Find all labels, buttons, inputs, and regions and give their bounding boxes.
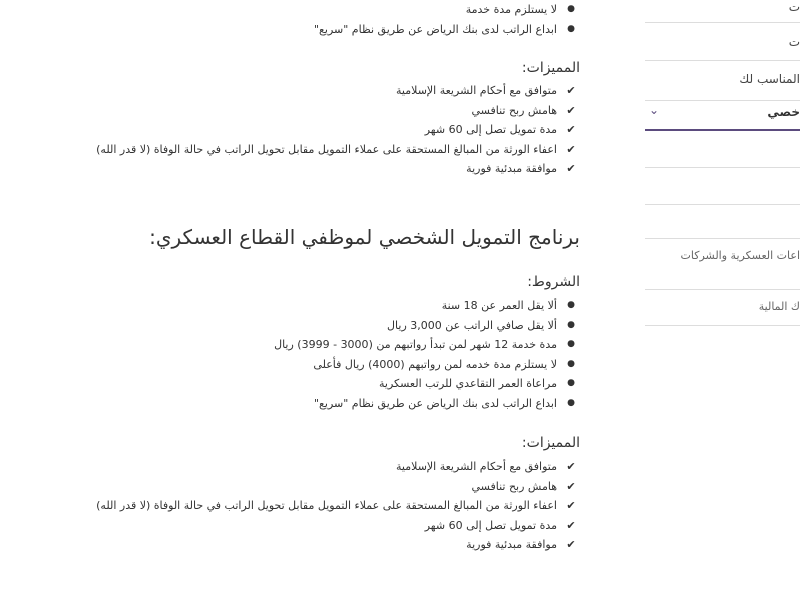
bullet-icon: ● xyxy=(567,378,575,389)
check-icon: ✔ xyxy=(566,460,576,473)
check-icon: ✔ xyxy=(566,479,576,493)
list-item: ✔ اعفاء الورثة من المبالغ المستحقة على عملاء التمويل مقابل تحويل الراتب في حالة الوفاة (لا قدر الله) xyxy=(96,496,580,516)
conditions-list-2 xyxy=(274,296,580,414)
list-item: ✔ مدة تمويل تصل إلى 60 شهر xyxy=(96,516,580,536)
sidebar-nav xyxy=(645,0,800,600)
features-list-1 xyxy=(96,81,580,179)
sidebar-item-suitable[interactable]: المناسب لك xyxy=(645,61,800,101)
list-item: ✔ موافقة مبدئية فورية xyxy=(96,535,580,555)
check-icon: ✔ xyxy=(566,142,576,156)
list-item: ● ألا يقل صافي الراتب عن 3,000 ريال xyxy=(274,316,580,336)
sidebar-item-financial[interactable]: ك المالية xyxy=(645,290,800,326)
sidebar-item-personal[interactable]: خصي ⌄ xyxy=(645,101,800,131)
list-item: ● لا يستلزم مدة خدمة xyxy=(314,0,580,20)
chevron-down-icon: ⌄ xyxy=(649,103,660,117)
list-item: ● ابداع الراتب لدى بنك الرياض عن طريق نظام "سريع" xyxy=(274,394,580,414)
list-item: ✔ مدة تمويل تصل إلى 60 شهر xyxy=(96,120,580,140)
sidebar-item-military[interactable]: اعات العسكرية والشركات xyxy=(645,239,800,290)
list-item: ✔ موافقة مبدئية فورية xyxy=(96,159,580,179)
sidebar-item-1[interactable]: ت xyxy=(645,0,800,23)
bullet-icon: ● xyxy=(567,358,575,369)
list-item: ● لا يستلزم مدة خدمه لمن رواتبهم (4000) ريال فأعلى xyxy=(274,355,580,375)
check-icon: ✔ xyxy=(566,123,576,137)
sidebar-item-2[interactable]: ت xyxy=(645,23,800,61)
program-title: برنامج التمويل الشخصي لموظفي القطاع العسكري: xyxy=(149,225,580,249)
check-icon: ✔ xyxy=(566,162,576,176)
sidebar-item-4[interactable] xyxy=(645,131,800,168)
check-icon: ✔ xyxy=(566,103,576,117)
bullet-icon: ● xyxy=(567,300,575,310)
check-icon: ✔ xyxy=(566,499,576,513)
conditions-heading: الشروط: xyxy=(527,274,580,290)
list-item: ✔ متوافق مع أحكام الشريعة الإسلامية xyxy=(96,457,580,477)
list-item: ✔ هامش ربح تنافسي xyxy=(96,101,580,121)
bullet-icon: ● xyxy=(567,23,575,34)
bullet-icon: ● xyxy=(567,4,575,14)
list-item: ✔ متوافق مع أحكام الشريعة الإسلامية xyxy=(96,81,580,101)
check-icon: ✔ xyxy=(566,84,576,97)
bullet-icon: ● xyxy=(567,339,575,350)
list-item: ✔ اعفاء الورثة من المبالغ المستحقة على عملاء التمويل مقابل تحويل الراتب في حالة الوفاة (لا قدر الله) xyxy=(96,140,580,160)
sidebar-item-6[interactable] xyxy=(645,205,800,239)
check-icon: ✔ xyxy=(566,518,576,532)
features-list-2 xyxy=(96,457,580,555)
bullet-icon: ● xyxy=(567,397,575,408)
conditions-list-1 xyxy=(314,0,580,39)
check-icon: ✔ xyxy=(566,538,576,552)
list-item: ● ألا يقل العمر عن 18 سنة xyxy=(274,296,580,316)
list-item: ✔ هامش ربح تنافسي xyxy=(96,477,580,497)
list-item: ● مراعاة العمر التقاعدي للرتب العسكرية xyxy=(274,374,580,394)
features-heading-2: المميزات: xyxy=(521,435,580,451)
list-item: ● ابداع الراتب لدى بنك الرياض عن طريق نظام "سريع" xyxy=(314,20,580,40)
features-heading-1: المميزات: xyxy=(521,60,580,76)
sidebar-item-5[interactable] xyxy=(645,168,800,205)
bullet-icon: ● xyxy=(567,319,575,330)
list-item: ● مدة خدمة 12 شهر لمن تبدأ رواتبهم من (3000 - 3999) ريال xyxy=(274,335,580,355)
